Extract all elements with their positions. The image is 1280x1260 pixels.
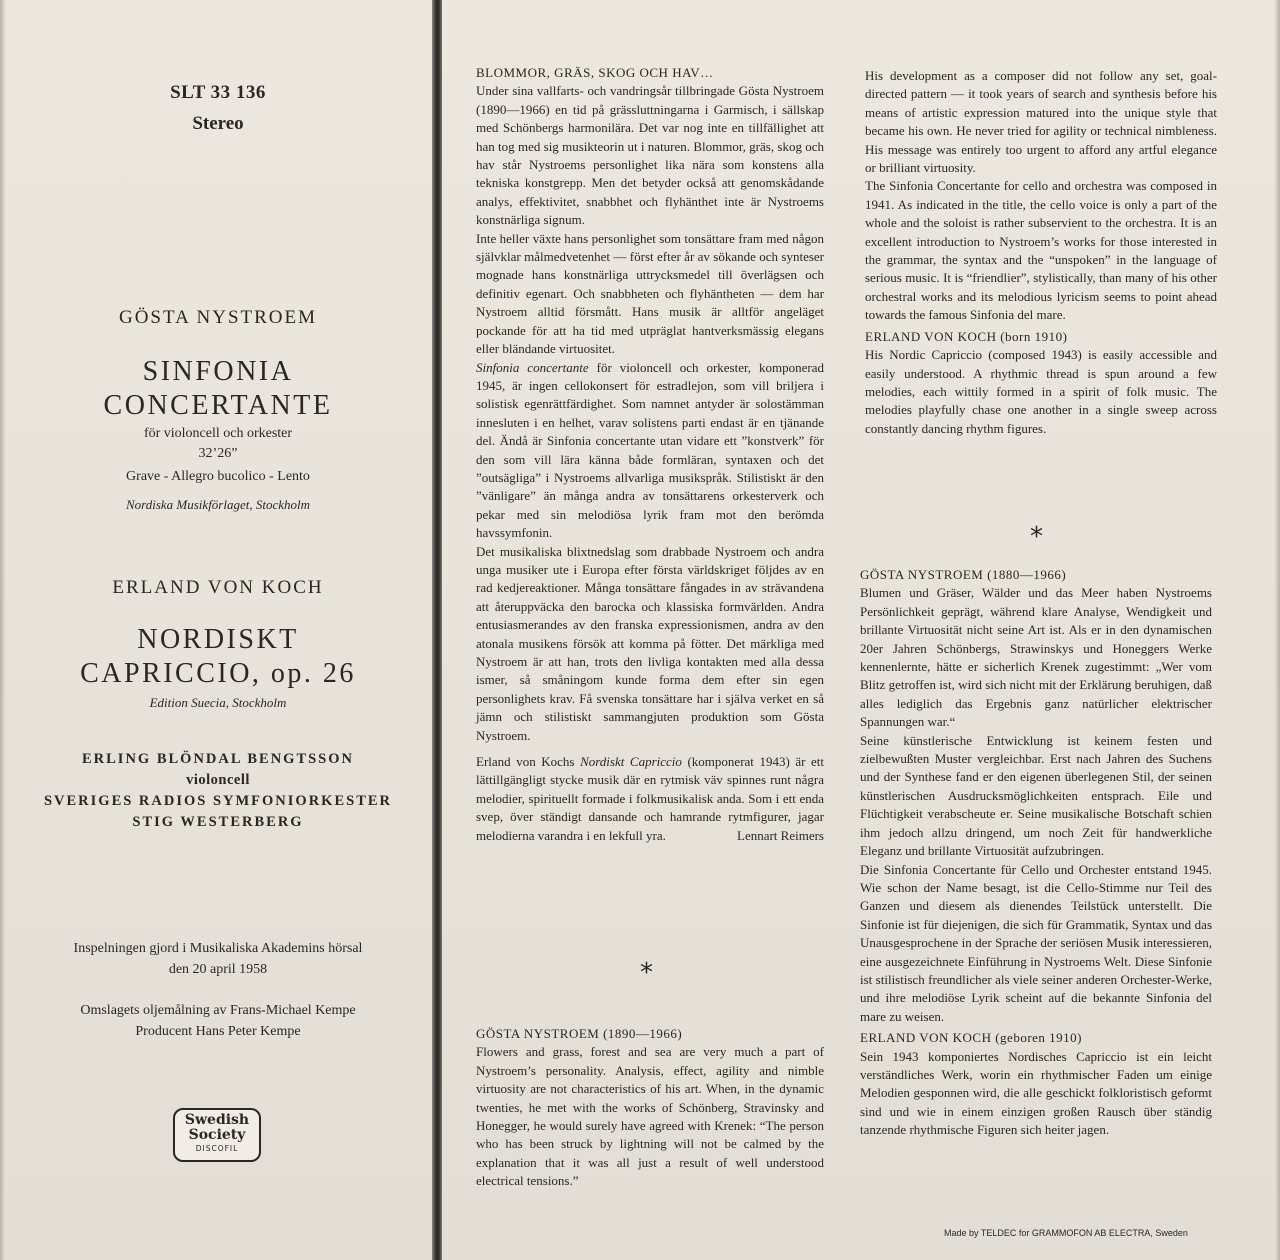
recording-location: Inspelningen gjord i Musikaliska Akademins hörsal	[73, 941, 363, 956]
work-title-2	[8, 623, 428, 691]
german-paragraph-3: Die Sinfonia Concertante für Cello und Orchester entstand 1945. Wie schon der Name besagt, ist die Cello-Stimme nur Teil des Ganzen und diesem als dienendes Teilstück unterstellt. Die Sinfonie ist für diejenigen, die sich für Grammatik, Syntax und das Unausgesprochene in der Sprache der seriösen Musik interessieren, eine ausgezeichnete Einführung in Nystroems Welt. Diese Sinfonie ist stilistisch freundlicher als viele seiner anderen Orchester-Werke, und ihre melodiöse Lyrik scheint auf die bekannte Sinfonia del mare zu weisen.	[860, 861, 1212, 1024]
manufacturer-credit: Made by TELDEC for GRAMMOFON AB ELECTRA, Sweden	[944, 1228, 1188, 1238]
work-1-instrumentation: för violoncell och orkester	[143, 426, 293, 441]
work-title-2-line2: CAPRICCIO, op. 26	[80, 658, 356, 689]
german-paragraph-1: Blumen und Gräser, Wälder und das Meer haben Nystroems Persönlichkeit geprägt, während klare Analyse, Wendigkeit und brillante Virtuosität nicht seine Art ist. Als er in den dynamischen 20er Jahren Schönbergs, Strawinskys und Honeggers Werke kennenlernte, hätte er sicherlich Krenek zugestimmt: „Wer vom Blitz getroffen ist, wird sich nicht mit der Erklärung beruhigen, daß alles lediglich das Ergebnis ganz natürlicher elektrischer Spannungen war.“	[860, 585, 1212, 730]
english-heading-nystroem: GÖSTA NYSTROEM (1890—1966)	[476, 1026, 683, 1041]
english-heading-von-koch: ERLAND VON KOCH (born 1910)	[865, 328, 1068, 344]
recording-date: den 20 april 1958	[168, 962, 268, 977]
spine-divider	[432, 0, 442, 1260]
composer-name-1: GÖSTA NYSTROEM	[118, 307, 318, 328]
swedish-paragraph-4: Det musikaliska blixtnedslag som drabbade Nystroem och andra unga musiker ute i Europa efter första världskriget följdes av en rad kedjereaktioner. Många tonsättare fångades in av strävandena att återuppväcka den barocka och klassiska formvärlden. Andra entusiasmerandes av den franska expressionismen, andra av den atonala musikens försök att komma på fötter. Det märkliga med Nystroem är att han, trots den livliga kontakten med alla dessa ismer, så småningom kunde forma dem efter sin egen personlighets krav. Få svenska tonsättare har i själva verket en så jämn och stilistiskt sammangjuten produktion som Gösta Nystroem.	[476, 543, 824, 743]
work-title-2-line1: NORDISKT	[137, 624, 299, 655]
author-signature: Lennart Reimers	[737, 827, 824, 843]
work-title-1	[8, 355, 428, 423]
swedish-paragraph-1: Under sina vallfarts- och vandringsår tillbringade Gösta Nystroem (1890—1966) en tid på grässluttningarna i Garmisch, i sällskap med Schönbergs harmonilära. Det var nog inte en tillfällighet att han tog med sig musikteorin ut i naturen. Blommor, gräs, skog och hav står Nystroems personlighet lika nära som konstens alla tekniska konstgrepp. Men det betyder också att genomskådande analys, effektivitet, snabbhet och flyhänthet inte är Nystroems konstnärliga signum.	[476, 83, 824, 228]
performer-conductor: STIG WESTERBERG	[132, 814, 304, 830]
swedish-heading: BLOMMOR, GRÄS, SKOG OCH HAV…	[476, 65, 714, 80]
logo-text-line2: Society	[188, 1127, 246, 1143]
composer-name-2: ERLAND VON KOCH	[112, 577, 324, 598]
performers	[8, 749, 428, 833]
producer-credit: Producent Hans Peter Kempe	[135, 1024, 301, 1039]
english-paragraph-1: Flowers and grass, forest and sea are very much a part of Nystroem’s personality. Analysis, effect, agility and nimble virtuosity are not characteristics of his art. When, in the dynamic twenties, he met with the works of Schönberg, Stravinsky and Honegger, he would surely have agreed with Krenek: “The person who has been struck by lightning will not be calmed by the explanation that it was all just a result of well understood electrical tensions.”	[476, 1044, 824, 1189]
work-title-1-line1: SINFONIA	[142, 356, 294, 387]
english-paragraph-2: His development as a composer did not follow any set, goal-directed pattern — it took years of search and synthesis before his means of artistic expression matured into the unique style that became his own. He never tried for agility or technical nimbleness. His message was entirely too urgent to afford any artful elegance or brilliant virtuosity.	[865, 68, 1217, 176]
sleeve-left-edge	[0, 0, 6, 1260]
swedish-paragraph-5-text-a: Erland von Kochs	[476, 754, 581, 770]
english-paragraph-3: The Sinfonia Concertante for cello and orchestra was composed in 1941. As indicated in the title, the cello voice is only a part of the whole and the soloist is rather subservient to the orchestra. It is an excellent introduction to Nystroem’s works for those interested in the grammar, the syntax and the “unspoken” in the language of serious music. It is “friendlier”, stylistically, than many of his other orchestral works and its melodious lyricism seems to point ahead towards the famous Sinfonia del mare.	[865, 178, 1217, 323]
swedish-paragraph-5-italic: Nordiskt Capriccio	[580, 754, 682, 770]
work-title-1-line2: CONCERTANTE	[103, 390, 333, 421]
asterisk-separator-right: *	[1030, 522, 1043, 552]
swedish-paragraph-3	[476, 359, 824, 543]
swedish-society-discofil-logo	[173, 1108, 261, 1162]
recording-info	[8, 938, 428, 980]
work-2-publisher: Edition Suecia, Stockholm	[149, 695, 287, 710]
english-paragraph-4: His Nordic Capriccio (composed 1943) is easily accessible and easily understood. A rhythmic thread is spun around a few melodies, each wittily formed in a spirit of folk music. The melodies playfully chase one another in a single sweep across constantly dancing rhythm figures.	[865, 347, 1217, 436]
cover-painting-credit: Omslagets oljemålning av Frans-Michael Kempe	[80, 1003, 356, 1018]
logo-text-line1: Swedish	[184, 1112, 250, 1128]
swedish-paragraph-3-text: för violoncell och orkester, komponerad 1945, är ingen cellokonsert för estradlejon, som vill briljera i solistisk egenrättfärdighet. Som namnet antyder är solostämman innesluten i en helhet, varav solistens parti endast är en tjänande del. Ändå är Sinfonia concertante utan vidare ett ”konstverk” för den som vill lära känna både formläran, syntaxen och det ”outsägliga” i Nystroems allvarliga musikspråk. Stilistiskt är den ”vänligare” än många andra av tonsättarens orkesterverk och pekar med sin melodiösa lyrik fram mot den berömda havssymfonin.	[476, 359, 824, 541]
performer-orchestra: SVERIGES RADIOS SYMFONIORKESTER	[43, 793, 393, 809]
german-heading-von-koch: ERLAND VON KOCH (geboren 1910)	[860, 1030, 1083, 1046]
german-paragraph-2: Seine künstlerische Entwicklung ist keinem festen und zielbewußten Muster vergleichbar. Erst nach Jahren des Suchens und der Synthese fand er den eigenen überlegenen Stil, der seinen künstlerischen Ausdrucksmöglichkeiten entsprach. Eile und Flüchtigkeit verabscheute er. Seine musikalische Botschaft schien ihm jedoch allzu dringend, um noch Zeit für handwerkliche Eleganz und brillante Virtuosität aufzubringen.	[860, 732, 1212, 859]
swedish-paragraph-5-text-b: (komponerat 1943) är ett lättillgängligt stycke musik där en rytmisk väv spinnes runt några melodier, spirituellt formade i folkmusikalisk anda. Som i ett enda svep, över ständigt dansande och hamrande rytmfigurer, jagar melodierna varandra i en lekfull yra.	[476, 754, 825, 843]
german-notes	[860, 566, 1212, 1140]
work-1-movements: Grave - Allegro bucolico - Lento	[126, 469, 310, 484]
work-1-publisher: Nordiska Musikförlaget, Stockholm	[125, 497, 311, 512]
swedish-notes	[476, 64, 824, 845]
english-notes-part-2	[865, 67, 1217, 438]
sleeve-right-edge	[1274, 0, 1280, 1260]
stereo-label: Stereo	[192, 113, 244, 134]
german-heading-nystroem: GÖSTA NYSTROEM (1880—1966)	[860, 567, 1067, 582]
logo-text-line3: DISCOFIL	[195, 1144, 239, 1153]
swedish-paragraph-2: Inte heller växte hans personlighet som tonsättare fram med någon självklar målmedvetenhet — först efter år av sökande och synteser mognade hans konstnärliga uttrycksmedel till överlägsen och definitiv egenart. Och snabbheten och flyhäntheten — dem har Nystroem alltid försmått. Hans musik är alltför angeläget pockande för att ha tid med utpräglat hantverksmässig elegans eller bländande virtuositet.	[476, 230, 824, 357]
performer-soloist: ERLING BLÖNDAL BENGTSSON	[81, 751, 354, 767]
asterisk-separator-left: *	[640, 958, 653, 988]
catalog-number: SLT 33 136	[170, 82, 266, 103]
english-notes-part-1	[476, 1025, 824, 1191]
performer-soloist-role: violoncell	[186, 772, 250, 788]
swedish-paragraph-3-italic: Sinfonia concertante	[476, 359, 589, 375]
credits	[8, 1000, 428, 1042]
work-1-duration: 32’26”	[198, 446, 238, 461]
german-paragraph-4: Sein 1943 komponiertes Nordisches Capriccio ist ein leicht verständliches Werk, worin ein rhythmischer Faden um einige Melodien gesponnen wird, die alle geschickt folkloristisch geformt sind und wie in einem einzigen großen Rausch über ständig tanzende rhythmische Figuren sich heiter jagen.	[860, 1048, 1212, 1138]
